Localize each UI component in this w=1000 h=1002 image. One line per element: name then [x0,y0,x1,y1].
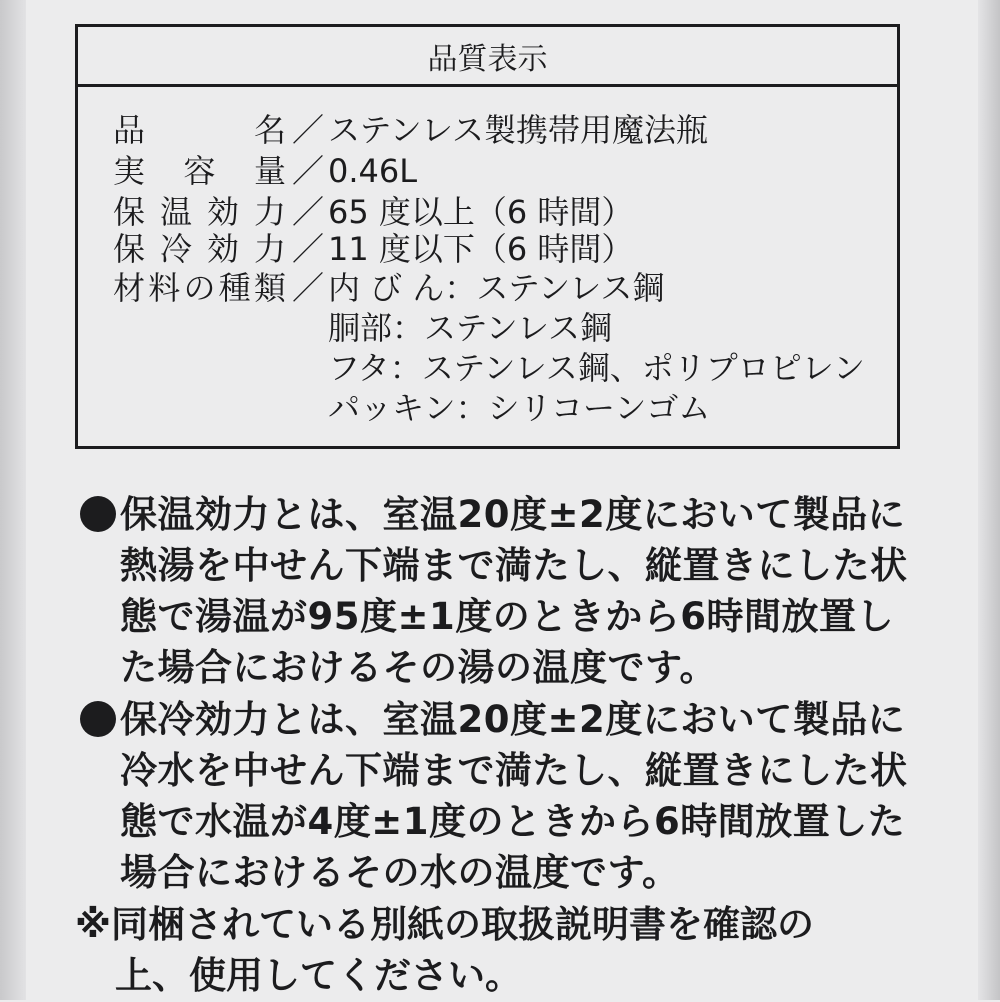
note-line: 冷水を中せん下端まで満たし、縦置きにした状 [120,749,908,792]
note-text: 保冷効力とは、室温20度±2度において製品に [120,698,906,741]
spec-value: ステンレス製携帯用魔法瓶 [328,111,709,149]
spec-row-cold-retention [113,229,633,269]
bullet-icon [80,496,116,532]
spec-label: 材料の種類 [113,269,288,307]
note-line [80,489,920,540]
spec-row-heat-retention [113,192,633,232]
note-line: 態で湯温が95度±1度のときから6時間放置し [120,595,894,638]
spec-separator: ／ [291,111,324,149]
spec-value: 11 度以下（6 時間） [328,230,634,268]
table-title: 品質表示 [78,27,897,87]
spec-label: 保温効力 [113,193,288,231]
material-item-body: 胴部：ステンレス鋼 [328,309,613,347]
note-line: 熱湯を中せん下端まで満たし、縦置きにした状 [120,544,908,587]
note-text: 保温効力とは、室温20度±2度において製品に [120,493,906,536]
spec-value: 内 び ん：ステンレス鋼 [328,269,665,307]
spec-label: 品名 [113,111,288,149]
spec-row-product-name [113,110,708,150]
note-line: 態で水温が4度±1度のときから6時間放置した [120,800,906,843]
spec-separator: ／ [291,193,324,231]
spec-value: 0.46L [328,152,418,190]
spec-separator: ／ [291,230,324,268]
spec-row-capacity [113,151,417,191]
spec-separator: ／ [291,269,324,307]
bullet-icon [80,701,116,737]
material-item-gasket: パッキン：シリコーンゴム [328,389,711,427]
note-line: た場合におけるその湯の温度です。 [120,646,718,689]
spec-row-materials [113,268,664,308]
spec-separator: ／ [291,152,324,190]
caution-note [75,900,935,1002]
box-right-edge [978,0,1000,1000]
box-left-edge [0,0,26,1000]
material-item-lid: フタ：ステンレス鋼、ポリプロピレン [328,349,865,387]
caution-line: 上、使用してください。 [115,954,522,997]
note-line: 場合におけるその水の温度です。 [120,851,680,894]
spec-label: 保冷効力 [113,230,288,268]
caution-line: ※同梱されている別紙の取扱説明書を確認の [75,903,814,946]
note-cold-retention [80,694,920,898]
spec-value: 65 度以上（6 時間） [328,193,634,231]
note-line [80,694,920,745]
quality-label-table [75,24,900,449]
note-heat-retention [80,489,920,693]
spec-label: 実容量 [113,152,288,190]
